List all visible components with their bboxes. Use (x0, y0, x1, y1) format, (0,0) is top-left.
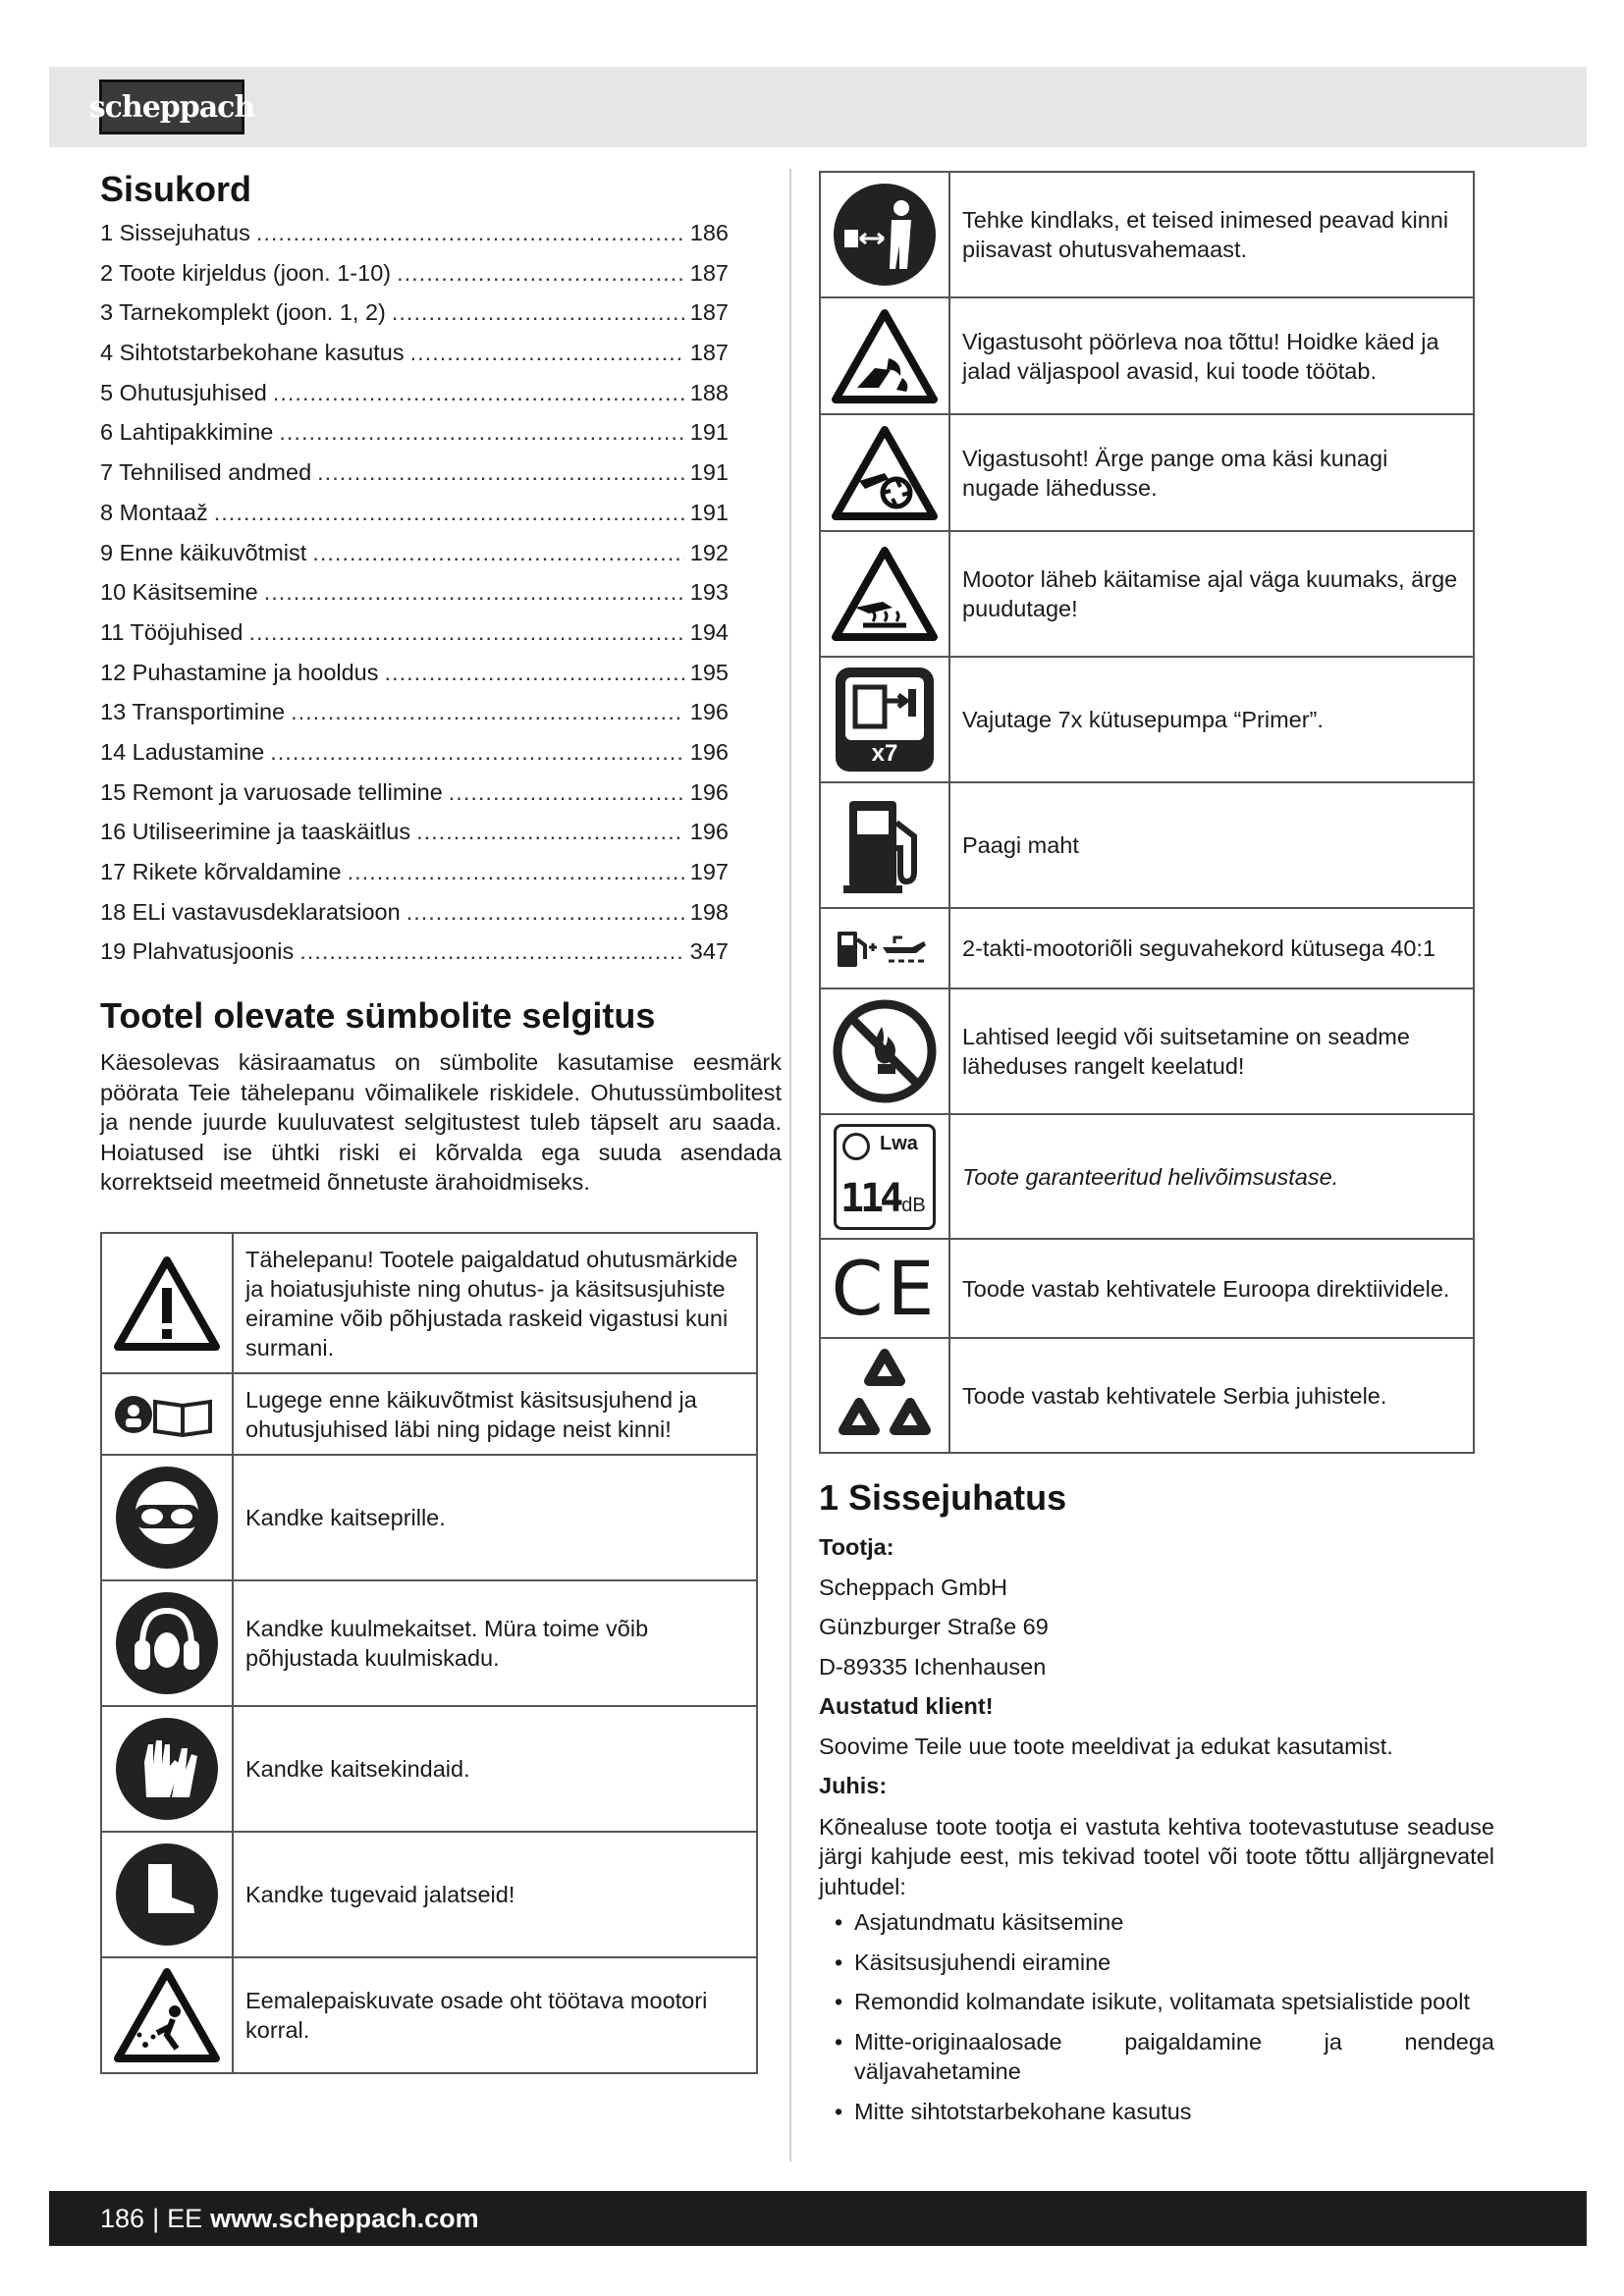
symbol-cell (820, 657, 949, 782)
toc-item-page: 186 (689, 220, 729, 245)
toc-item-label: 16 Utiliseerimine ja taaskäitlus (100, 819, 411, 845)
symbol-text: Toode vastab kehtivatele Serbia juhistele. (949, 1338, 1474, 1453)
symbol-text: Kandke kaitsekindaid. (233, 1706, 757, 1832)
symbols-title: Tootel olevate sümbolite selgitus (100, 995, 656, 1036)
intro-title: 1 Sissejuhatus (819, 1477, 1067, 1518)
symbol-cell (101, 1373, 233, 1455)
symbol-text: Kandke tugevaid jalatseid! (233, 1832, 757, 1957)
symbol-cell (820, 988, 949, 1114)
website-link[interactable]: www.scheppach.com (210, 2203, 479, 2233)
symbol-cell (820, 782, 949, 908)
toc-item-label: 3 Tarnekomplekt (joon. 1, 2) (100, 299, 386, 326)
footer-separator: | (152, 2203, 160, 2233)
symbol-cell (820, 1239, 949, 1338)
toc-item[interactable] (100, 619, 729, 660)
toc-item-page: 191 (689, 499, 729, 525)
toc-item-label: 4 Sihtotstarbekohane kasutus (100, 340, 405, 366)
toc-item-label: 14 Ladustamine (100, 738, 265, 765)
symbol-cell (820, 297, 949, 414)
list-item: • Mitte sihtotstarbekohane kasutus (835, 2098, 1192, 2124)
list-item-text: Mitte-originaalosade paigaldamine ja nendega väljavahetamine (854, 2028, 1494, 2084)
symbol-cell (101, 1233, 233, 1373)
hand-blade-warning-icon (830, 424, 940, 522)
symbol-text: Lahtised leegid või suitsetamine on seadme läheduses rangelt keelatud! (949, 988, 1474, 1114)
toc-item-label: 1 Sissejuhatus (100, 220, 250, 245)
no-open-flame-icon (831, 997, 939, 1105)
symbol-text: Kandke kuulmekaitset. Müra toime võib põhjustada kuulmiskadu. (233, 1580, 757, 1706)
hot-surface-warning-icon (830, 545, 940, 643)
company-city: D-89335 Ichenhausen (819, 1653, 1047, 1680)
toc-item[interactable] (100, 819, 729, 859)
toc-item[interactable] (100, 779, 729, 820)
symbol-text: Eemalepaiskuvate osade oht töötava mootori korral. (233, 1957, 757, 2073)
table-row (101, 1373, 757, 1455)
table-row (820, 657, 1474, 782)
toc-item[interactable] (100, 540, 729, 580)
lwa-label: Lwa (880, 1132, 918, 1154)
symbol-text: Vigastusoht pöörleva noa tõttu! Hoidke käed ja jalad väljaspool avasid, kui toode töötab. (949, 297, 1474, 414)
rotating-blade-warning-icon (830, 307, 940, 405)
symbol-cell (820, 414, 949, 531)
toc-item-page: 188 (689, 379, 729, 405)
liability-list (819, 1907, 1494, 2126)
toc-item-label: 15 Remont ja varuosade tellimine (100, 778, 443, 805)
table-row (820, 1114, 1474, 1239)
fuel-oil-mix-icon (830, 926, 940, 971)
toc-item-page: 195 (689, 659, 729, 685)
toc-item[interactable] (100, 579, 729, 619)
safety-goggles-icon (113, 1464, 221, 1572)
list-item: • Käsitsusjuhendi eiramine (835, 1949, 1111, 1975)
toc-item[interactable] (100, 699, 729, 739)
symbol-text: Vigastusoht! Ärge pange oma käsi kunagi nugade lähedusse. (949, 414, 1474, 531)
toc-item-page: 196 (689, 699, 729, 725)
toc-item[interactable] (100, 899, 729, 939)
keep-distance-icon (831, 181, 939, 289)
toc-item-page: 187 (689, 340, 729, 366)
toc-item-label: 9 Enne käikuvõtmist (100, 539, 307, 565)
table-row (101, 1832, 757, 1957)
language-code: EE (167, 2203, 203, 2233)
fuel-pump-icon (836, 793, 934, 897)
toc-item[interactable] (100, 500, 729, 540)
table-row (101, 1957, 757, 2073)
list-item-text: Remondid kolmandate isikute, volitamata spetsialistide poolt (854, 1989, 1470, 2014)
symbol-cell (101, 1580, 233, 1706)
primer-count-badge: x7 (871, 740, 898, 767)
toc-item-page: 194 (689, 618, 729, 645)
symbol-text: Tähelepanu! Tootele paigaldatud ohutusmärkide ja hoiatusjuhiste ning ohutus- ja käsitsusjuhiste eiramine võib põhjustada raskeid vigastusi kuni surmani. (233, 1233, 757, 1373)
symbol-cell (820, 531, 949, 657)
symbols-intro: Käesolevas käsiraamatus on sümbolite kasutamise eesmärk pöörata Teie tähelepanu võimalikele riskidele. Ohutussümbolitest ja nende juurde kuuluvatest selgitustest tuleb täpselt aru saada. Hoiatused ise ühtki riski ei kõrvalda ega suuda asendada korrektseid meetmeid õnnetuste ärahoidmiseks. (100, 1049, 782, 1195)
toc-item-page: 198 (689, 898, 729, 925)
toc-item[interactable] (100, 419, 729, 459)
toc-item[interactable] (100, 938, 729, 979)
symbol-cell (101, 1832, 233, 1957)
page-number: 186 (100, 2203, 145, 2233)
symbol-cell (820, 1338, 949, 1453)
toc-item-page: 347 (689, 938, 729, 965)
dear-client: Austatud klient! (819, 1693, 994, 1719)
toc-item-page: 196 (689, 819, 729, 845)
note-text: Kõnealuse toote tootja ei vastuta kehtiva tootevastutuse seaduse järgi kahjude eest, mis tekivad tootel või toote tõttu alljärgnevatel juhtudel: (819, 1813, 1494, 1899)
list-item-text: Mitte sihtotstarbekohane kasutus (854, 2098, 1192, 2124)
toc-title: Sisukord (100, 169, 252, 209)
safety-boots-icon (113, 1841, 221, 1949)
intro-section (819, 1527, 1494, 2136)
toc-item-label: 19 Plahvatusjoonis (100, 938, 295, 965)
table-row (101, 1455, 757, 1580)
list-item-text: Asjatundmatu käsitsemine (854, 1909, 1124, 1935)
symbol-cell (820, 908, 949, 988)
header-band (49, 67, 1587, 147)
toc-item-label: 8 Montaaž (100, 499, 208, 525)
toc-item-page: 196 (689, 738, 729, 765)
table-row (101, 1233, 757, 1373)
symbol-text: Paagi maht (949, 782, 1474, 908)
ce-mark-icon: CE (831, 1244, 939, 1332)
table-row (820, 297, 1474, 414)
table-row (820, 782, 1474, 908)
flying-debris-icon (112, 1966, 222, 2064)
ear-protection-icon (113, 1589, 221, 1697)
toc-item-label: 11 Tööjuhised (100, 618, 244, 645)
symbols-table-right (819, 171, 1475, 1454)
list-item-text: Käsitsusjuhendi eiramine (854, 1949, 1111, 1975)
toc-item[interactable] (100, 859, 729, 899)
toc-item[interactable] (100, 380, 729, 420)
toc-item-page: 187 (689, 299, 729, 326)
toc-item[interactable] (100, 660, 729, 700)
table-row (820, 908, 1474, 988)
table-row (820, 531, 1474, 657)
toc-item-label: 18 ELi vastavusdeklaratsioon (100, 898, 401, 925)
wish-text: Soovime Teile uue toote meeldivat ja edukat kasutamist. (819, 1733, 1393, 1759)
table-row (820, 1239, 1474, 1338)
toc-item-label: 7 Tehnilised andmed (100, 459, 312, 486)
footer-band (49, 2191, 1587, 2246)
table-row (820, 172, 1474, 297)
sound-power-level-icon (834, 1124, 936, 1230)
list-item: • Asjatundmatu käsitsemine (835, 1909, 1124, 1935)
db-unit: dB (901, 1194, 926, 1216)
scheppach-logo: scheppach (99, 80, 244, 134)
safety-gloves-icon (113, 1715, 221, 1823)
company-street: Günzburger Straße 69 (819, 1614, 1049, 1639)
symbol-text: Vajutage 7x kütusepumpa “Primer”. (949, 657, 1474, 782)
symbols-table-left (100, 1232, 758, 2074)
symbol-text: Toote garanteeritud helivõimsustase. (949, 1114, 1474, 1239)
symbol-cell (820, 1114, 949, 1239)
toc-item-label: 10 Käsitsemine (100, 579, 258, 606)
list-item: • Remondid kolmandate isikute, volitamata spetsialistide poolt (835, 1989, 1470, 2014)
manufacturer-label: Tootja: (819, 1534, 894, 1560)
symbol-text: 2-takti-mootoriõli seguvahekord kütusega 40:1 (949, 908, 1474, 988)
symbol-text: Toode vastab kehtivatele Euroopa direktiividele. (949, 1239, 1474, 1338)
table-row (101, 1580, 757, 1706)
toc-item[interactable] (100, 299, 729, 340)
toc-item-page: 196 (689, 778, 729, 805)
toc-item-page: 197 (689, 859, 729, 884)
company-name: Scheppach GmbH (819, 1574, 1008, 1600)
table-row (101, 1706, 757, 1832)
toc-item[interactable] (100, 340, 729, 380)
toc-item-page: 192 (689, 539, 729, 565)
symbol-text: Tehke kindlaks, et teised inimesed peavad kinni piisavast ohutusvahemaast. (949, 172, 1474, 297)
toc-item-page: 191 (689, 419, 729, 446)
toc-item-label: 12 Puhastamine ja hooldus (100, 659, 379, 685)
symbol-cell (101, 1455, 233, 1580)
toc-item[interactable] (100, 220, 729, 260)
symbol-cell (101, 1706, 233, 1832)
warning-triangle-icon (112, 1255, 222, 1353)
toc-item-page: 191 (689, 459, 729, 486)
read-manual-icon (112, 1392, 222, 1437)
toc-item-label: 5 Ohutusjuhised (100, 379, 267, 405)
db-value: 114 (840, 1175, 900, 1221)
table-row (820, 414, 1474, 531)
list-item: • Mitte-originaalosade paigaldamine ja nendega väljavahetamine (835, 2028, 1494, 2084)
toc-item-label: 17 Rikete kõrvaldamine (100, 859, 342, 884)
toc-item-page: 187 (689, 259, 729, 286)
toc-item[interactable] (100, 459, 729, 500)
table-row (820, 988, 1474, 1114)
toc-item-label: 2 Toote kirjeldus (joon. 1-10) (100, 259, 392, 286)
table-row (820, 1338, 1474, 1453)
symbol-text: Lugege enne käikuvõtmist käsitsusjuhend ja ohutusjuhised läbi ning pidage neist kinni! (233, 1373, 757, 1455)
toc-item-label: 6 Lahtipakkimine (100, 419, 274, 446)
note-label: Juhis: (819, 1773, 888, 1798)
toc-item[interactable] (100, 260, 729, 300)
column-divider (789, 169, 791, 2162)
toc-item-page: 193 (689, 579, 729, 606)
table-of-contents (100, 220, 729, 979)
symbol-text: Mootor läheb käitamise ajal väga kuumaks, ärge puudutage! (949, 531, 1474, 657)
serbia-conformity-icon (836, 1348, 934, 1444)
symbol-cell (101, 1957, 233, 2073)
toc-item-label: 13 Transportimine (100, 699, 286, 725)
symbol-text: Kandke kaitseprille. (233, 1455, 757, 1580)
toc-item[interactable] (100, 739, 729, 779)
symbol-cell (820, 172, 949, 297)
